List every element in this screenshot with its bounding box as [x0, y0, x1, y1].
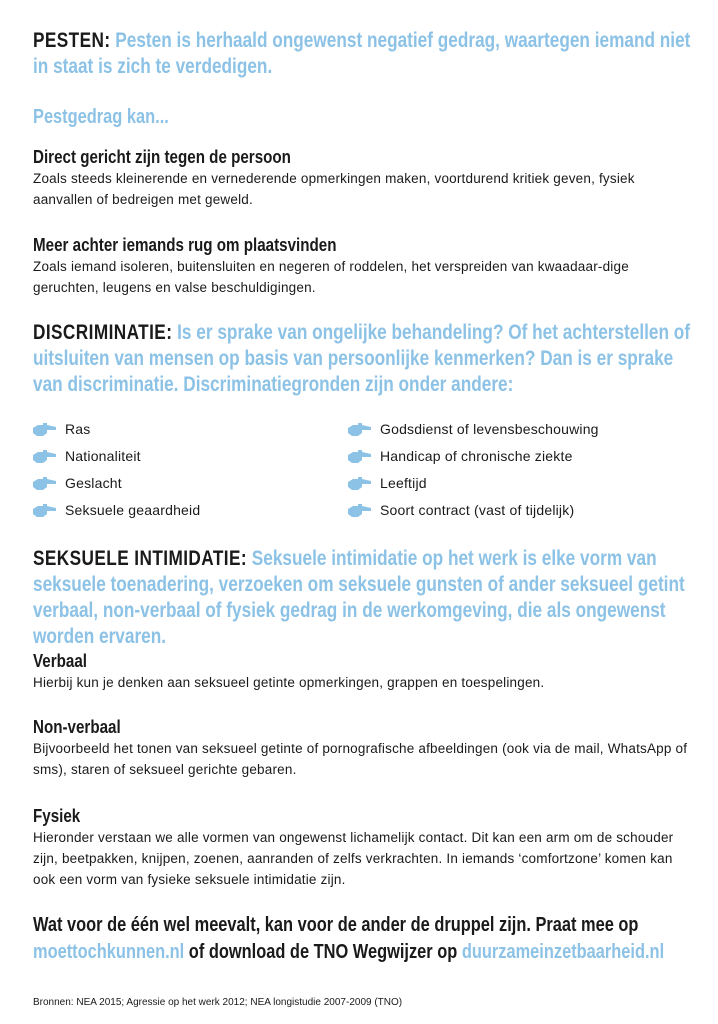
intimidatie-item-fysiek [33, 805, 693, 890]
ground-label: Handicap of chronische ziekte [380, 448, 573, 464]
pointing-hand-icon [348, 477, 372, 491]
intimidatie-heading: Verbaal [33, 650, 87, 671]
pointing-hand-icon [33, 450, 57, 464]
intimidatie-text: Hierbij kun je denken aan seksueel getinte opmerkingen, grappen en toespelingen. [33, 675, 545, 690]
discriminatie-label: DISCRIMINATIE: [33, 321, 173, 344]
pesten-section [33, 28, 693, 80]
intimidatie-heading: Non-verbaal [33, 716, 121, 737]
list-item [33, 470, 200, 497]
intimidatie-definition [33, 546, 693, 650]
grounds-column-right [348, 416, 599, 524]
list-item [348, 470, 599, 497]
intimidatie-label: SEKSUELE INTIMIDATIE: [33, 547, 247, 570]
list-item [33, 497, 200, 524]
pestgedrag-item-indirect [33, 234, 693, 298]
closing-part1: Wat voor de één wel meevalt, kan voor de ander de druppel zijn. Praat mee op [33, 914, 639, 936]
pesten-text: Pesten is herhaald ongewenst negatief gedrag, waartegen iemand niet in staat is zich te verdedigen. [33, 29, 691, 78]
ground-label: Godsdienst of levensbeschouwing [380, 421, 599, 437]
list-item [348, 416, 599, 443]
list-item [33, 416, 200, 443]
pestgedrag-heading: Meer achter iemands rug om plaatsvinden [33, 234, 337, 255]
intimidatie-heading: Fysiek [33, 805, 81, 826]
pointing-hand-icon [348, 450, 372, 464]
pointing-hand-icon [348, 423, 372, 437]
ground-label: Ras [65, 421, 91, 437]
ground-label: Seksuele geaardheid [65, 502, 201, 518]
pestgedrag-item-direct [33, 146, 693, 210]
pesten-label: PESTEN: [33, 29, 111, 52]
intimidatie-text: Seksuele intimidatie op het werk is elke vorm van seksuele toenadering, verzoeken om seksuele gunsten of ander seksueel getint verbaal, non-verbaal of fysiek gedrag in de werkomgeving, die als ongewenst worden ervaren. [33, 547, 685, 648]
pointing-hand-icon [348, 504, 372, 518]
intimidatie-item-nonverbaal [33, 716, 693, 780]
moettochkunnen-link[interactable]: moettochkunnen.nl [33, 941, 185, 963]
pointing-hand-icon [33, 477, 57, 491]
closing-text [33, 912, 693, 966]
pestgedrag-text: Zoals steeds kleinerende en vernederende opmerkingen maken, voortdurend kritiek geven, fysiek aanvallen of bedreigen met geweld. [33, 171, 635, 207]
list-item [348, 443, 599, 470]
intimidatie-text: Hieronder verstaan we alle vormen van ongewenst lichamelijk contact. Dit kan een arm om de schouder zijn, beetpakken, knijpen, zoenen, aanranden of zelfs verkrachten. In iemands ‘comfortzone’ komen kan ook een vorm van fysieke seksuele intimidatie zijn. [33, 830, 674, 887]
closing-section [33, 912, 693, 966]
discriminatie-definition [33, 320, 693, 398]
intimidatie-item-verbaal [33, 650, 693, 693]
list-item [348, 497, 599, 524]
discriminatie-section [33, 320, 693, 398]
intimidatie-text: Bijvoorbeeld het tonen van seksueel getinte of pornografische afbeeldingen (ook via de mail, WhatsApp of sms), staren of seksueel gerichte gebaren. [33, 741, 688, 777]
grounds-column-left [33, 416, 200, 524]
sources-footnote: Bronnen: NEA 2015; Agressie op het werk 2012; NEA longistudie 2007-2009 (TNO) [33, 997, 403, 1008]
ground-label: Soort contract (vast of tijdelijk) [380, 502, 575, 518]
closing-part2: of download de TNO Wegwijzer op [184, 941, 462, 963]
ground-label: Leeftijd [380, 475, 427, 491]
pesten-definition [33, 28, 693, 80]
pestgedrag-intro: Pestgedrag kan... [33, 106, 169, 128]
pestgedrag-text: Zoals iemand isoleren, buitensluiten en negeren of roddelen, het verspreiden van kwaadaar-dige geruchten, leugens en valse beschuldigingen. [33, 259, 629, 295]
intimidatie-section [33, 546, 693, 650]
pointing-hand-icon [33, 423, 57, 437]
ground-label: Geslacht [65, 475, 122, 491]
ground-label: Nationaliteit [65, 448, 141, 464]
duurzameinzetbaarheid-link[interactable]: duurzameinzetbaarheid.nl [461, 941, 665, 963]
pestgedrag-heading: Direct gericht zijn tegen de persoon [33, 146, 291, 167]
pointing-hand-icon [33, 504, 57, 518]
list-item [33, 443, 200, 470]
pestgedrag-intro-block [33, 105, 693, 129]
discriminatie-text: Is er sprake van ongelijke behandeling? Of het achterstellen of uitsluiten van mensen op basis van persoonlijke kenmerken? Dan is er sprake van discriminatie. Discriminatiegronden zijn onder andere: [33, 321, 691, 396]
